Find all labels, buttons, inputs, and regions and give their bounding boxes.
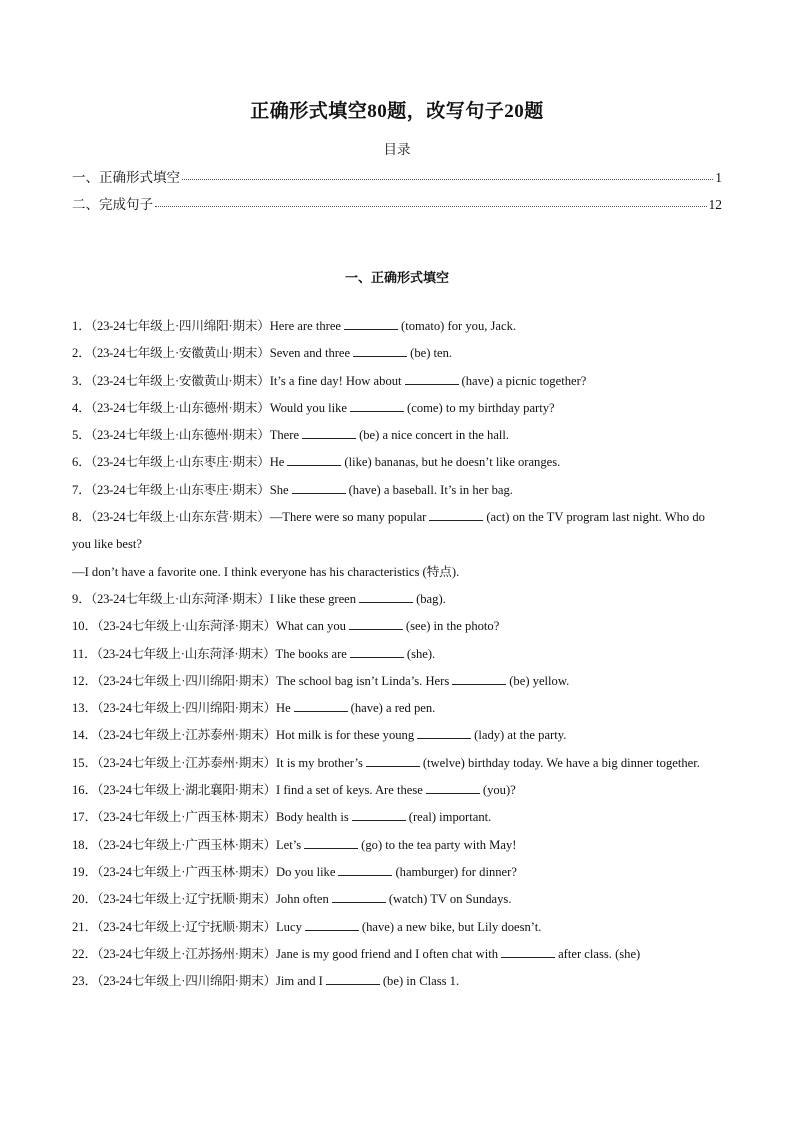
question-source: （23-24七年级上·山东菏泽·期末） bbox=[90, 591, 270, 606]
answer-blank[interactable] bbox=[426, 782, 480, 794]
answer-blank[interactable] bbox=[332, 891, 386, 903]
question-source: （23-24七年级上·广西玉林·期末） bbox=[97, 837, 276, 852]
toc-heading: 目录 bbox=[383, 142, 411, 157]
question-text-after: (see) in the photo? bbox=[405, 619, 500, 634]
question-text-before: Here are three bbox=[269, 319, 341, 333]
question-text-before: Would you like bbox=[269, 400, 348, 415]
question-source: （23-24七年级上·广西玉林·期末） bbox=[97, 810, 276, 825]
answer-blank[interactable] bbox=[429, 509, 483, 521]
question-source: （23-24七年级上·山东枣庄·期末） bbox=[90, 455, 270, 470]
question-source: （23-24七年级上·安徽黄山·期末） bbox=[90, 373, 270, 388]
question-number: 10． bbox=[72, 619, 98, 634]
question-item bbox=[72, 695, 722, 722]
question-text-before: He bbox=[275, 701, 291, 716]
toc-entry[interactable] bbox=[72, 166, 722, 186]
question-source: （23-24七年级上·四川绵阳·期末） bbox=[97, 974, 276, 989]
question-text-before: The school bag isn’t Linda’s. Hers bbox=[275, 673, 450, 688]
question-item bbox=[72, 832, 722, 859]
question-text-after: (have) a red pen. bbox=[350, 701, 436, 716]
question-number: 21． bbox=[72, 919, 98, 934]
question-number: 13． bbox=[72, 701, 98, 716]
question-text-after: (hamburger) for dinner? bbox=[395, 864, 517, 879]
question-reply-line: —I don’t have a favorite one. I think everyone has his characteristics (特点). bbox=[72, 564, 460, 579]
answer-blank[interactable] bbox=[338, 864, 392, 876]
question-text-before: John often bbox=[275, 892, 329, 907]
answer-blank[interactable] bbox=[350, 646, 404, 658]
answer-blank[interactable] bbox=[352, 809, 406, 821]
question-item bbox=[72, 641, 722, 668]
question-text-after: (like) bananas, but he doesn’t like oranges. bbox=[344, 455, 561, 470]
toc-leader-dots bbox=[155, 196, 707, 207]
answer-blank[interactable] bbox=[353, 345, 407, 357]
question-text-after: (have) a new bike, but Lily doesn’t. bbox=[361, 919, 542, 934]
question-item bbox=[72, 613, 722, 640]
question-source: （23-24七年级上·四川绵阳·期末） bbox=[97, 673, 276, 688]
question-source: （23-24七年级上·辽宁抚顺·期末） bbox=[97, 919, 276, 934]
question-number: 7． bbox=[72, 482, 91, 497]
question-item bbox=[72, 422, 722, 449]
question-text-before: —There were so many popular bbox=[269, 510, 427, 525]
question-item bbox=[72, 586, 722, 613]
question-source: （23-24七年级上·山东枣庄·期末） bbox=[90, 482, 270, 497]
answer-blank[interactable] bbox=[350, 400, 404, 412]
question-source: （23-24七年级上·山东菏泽·期末） bbox=[97, 619, 276, 634]
question-number: 4． bbox=[72, 400, 91, 415]
question-text-before: I like these green bbox=[269, 591, 357, 606]
question-text-before: Body health is bbox=[275, 810, 349, 825]
question-source: （23-24七年级上·四川绵阳·期末） bbox=[90, 319, 270, 333]
answer-blank[interactable] bbox=[302, 427, 356, 439]
question-number: 5． bbox=[72, 428, 91, 443]
answer-blank[interactable] bbox=[359, 591, 413, 603]
question-item bbox=[72, 340, 722, 367]
question-item bbox=[72, 668, 722, 695]
question-text-before: I find a set of keys. Are these bbox=[275, 783, 423, 798]
answer-blank[interactable] bbox=[501, 946, 555, 958]
question-text-after: (have) a baseball. It’s in her bag. bbox=[348, 482, 513, 497]
question-text-before: Do you like bbox=[275, 864, 336, 879]
question-text-before: The books are bbox=[275, 646, 347, 661]
question-number: 20． bbox=[72, 892, 98, 907]
toc-entry[interactable] bbox=[72, 193, 722, 213]
answer-blank[interactable] bbox=[452, 673, 506, 685]
question-item bbox=[72, 777, 722, 804]
toc-entry-page: 12 bbox=[708, 197, 722, 212]
question-text-before: Jane is my good friend and I often chat with bbox=[275, 946, 499, 961]
question-item bbox=[72, 804, 722, 831]
question-number: 19． bbox=[72, 864, 98, 879]
question-item bbox=[72, 449, 722, 476]
question-text-after: (be) yellow. bbox=[509, 673, 570, 688]
question-number: 12． bbox=[72, 673, 98, 688]
answer-blank[interactable] bbox=[287, 454, 341, 466]
question-item bbox=[72, 914, 722, 941]
question-number: 1． bbox=[72, 319, 91, 333]
question-text-after: (watch) TV on Sundays. bbox=[388, 892, 512, 907]
question-text-before: What can you bbox=[275, 619, 346, 634]
question-number: 23． bbox=[72, 974, 98, 989]
question-text-after: after class. (she) bbox=[558, 946, 641, 961]
question-text-before: Lucy bbox=[275, 919, 302, 934]
question-text-before: Jim and I bbox=[275, 974, 323, 989]
question-item bbox=[72, 477, 722, 504]
question-item bbox=[72, 968, 722, 995]
question-source: （23-24七年级上·山东东营·期末） bbox=[90, 510, 270, 525]
answer-blank[interactable] bbox=[294, 700, 348, 712]
answer-blank[interactable] bbox=[305, 919, 359, 931]
answer-blank[interactable] bbox=[405, 373, 459, 385]
question-source: （23-24七年级上·湖北襄阳·期末） bbox=[97, 783, 276, 798]
question-item bbox=[72, 750, 722, 777]
answer-blank[interactable] bbox=[417, 727, 471, 739]
question-source: （23-24七年级上·山东德州·期末） bbox=[90, 428, 270, 443]
question-text-after: (she). bbox=[406, 646, 436, 661]
answer-blank[interactable] bbox=[304, 837, 358, 849]
question-item bbox=[72, 722, 722, 749]
toc-entry-label: 一、正确形式填空 bbox=[72, 170, 180, 185]
question-text-after: (act) on the TV program last night. Who do you like best? bbox=[72, 510, 705, 552]
question-number: 18． bbox=[72, 837, 98, 852]
question-source: （23-24七年级上·四川绵阳·期末） bbox=[97, 701, 276, 716]
question-number: 2． bbox=[72, 346, 91, 361]
question-source: （23-24七年级上·广西玉林·期末） bbox=[97, 864, 276, 879]
question-item bbox=[72, 886, 722, 913]
question-text-after: (be) ten. bbox=[410, 346, 453, 361]
question-number: 14． bbox=[72, 728, 98, 743]
question-text-before: It is my brother’s bbox=[275, 755, 363, 770]
question-text-after: (be) in Class 1. bbox=[382, 974, 460, 989]
toc-leader-dots bbox=[182, 169, 713, 180]
question-number: 8． bbox=[72, 510, 91, 525]
question-text-before: It’s a fine day! How about bbox=[269, 373, 402, 388]
toc-entry-page: 1 bbox=[715, 170, 722, 185]
question-text-before: There bbox=[269, 428, 300, 443]
answer-blank[interactable] bbox=[349, 618, 403, 630]
question-text-before: Hot milk is for these young bbox=[275, 728, 415, 743]
question-item bbox=[72, 504, 722, 559]
answer-blank[interactable] bbox=[326, 973, 380, 985]
question-item bbox=[72, 941, 722, 968]
question-text-before: He bbox=[269, 455, 285, 470]
question-number: 16． bbox=[72, 783, 98, 798]
question-text-after: (have) a picnic together? bbox=[461, 373, 587, 388]
question-text-before: Seven and three bbox=[269, 346, 351, 361]
question-text-after: (twelve) birthday today. We have a big dinner together. bbox=[422, 755, 700, 770]
question-text-after: (real) important. bbox=[408, 810, 492, 825]
question-item bbox=[72, 313, 722, 340]
question-text-after: (come) to my birthday party? bbox=[407, 400, 555, 415]
question-number: 11． bbox=[72, 646, 97, 661]
answer-blank[interactable] bbox=[344, 318, 398, 330]
question-number: 15． bbox=[72, 755, 98, 770]
question-text-after: (bag). bbox=[416, 591, 446, 606]
question-text-after: (you)? bbox=[482, 783, 516, 798]
question-text-before: Let’s bbox=[275, 837, 302, 852]
question-source: （23-24七年级上·山东德州·期末） bbox=[90, 400, 270, 415]
question-text-after: (tomato) for you, Jack. bbox=[401, 319, 517, 333]
question-source: （23-24七年级上·辽宁抚顺·期末） bbox=[97, 892, 276, 907]
question-number: 17． bbox=[72, 810, 98, 825]
question-item bbox=[72, 395, 722, 422]
document-title: 正确形式填空80题，改写句子20题 bbox=[250, 101, 544, 122]
question-list bbox=[72, 313, 722, 995]
section-heading: 一、正确形式填空 bbox=[344, 270, 449, 285]
question-number: 22． bbox=[72, 946, 98, 961]
question-text-after: (be) a nice concert in the hall. bbox=[359, 428, 510, 443]
question-source: （23-24七年级上·江苏泰州·期末） bbox=[97, 755, 276, 770]
question-number: 6． bbox=[72, 455, 91, 470]
question-item bbox=[72, 368, 722, 395]
answer-blank[interactable] bbox=[292, 482, 346, 494]
question-number: 3． bbox=[72, 373, 91, 388]
toc-entry-label: 二、完成句子 bbox=[72, 197, 153, 212]
answer-blank[interactable] bbox=[366, 755, 420, 767]
question-text-after: (go) to the tea party with May! bbox=[361, 837, 517, 852]
question-item bbox=[72, 859, 722, 886]
question-number: 9． bbox=[72, 591, 91, 606]
question-source: （23-24七年级上·江苏扬州·期末） bbox=[97, 946, 276, 961]
question-source: （23-24七年级上·安徽黄山·期末） bbox=[90, 346, 270, 361]
question-source: （23-24七年级上·江苏泰州·期末） bbox=[97, 728, 276, 743]
question-source: （23-24七年级上·山东菏泽·期末） bbox=[96, 646, 276, 661]
question-text-after: (lady) at the party. bbox=[474, 728, 567, 743]
question-text-before: She bbox=[269, 482, 289, 497]
